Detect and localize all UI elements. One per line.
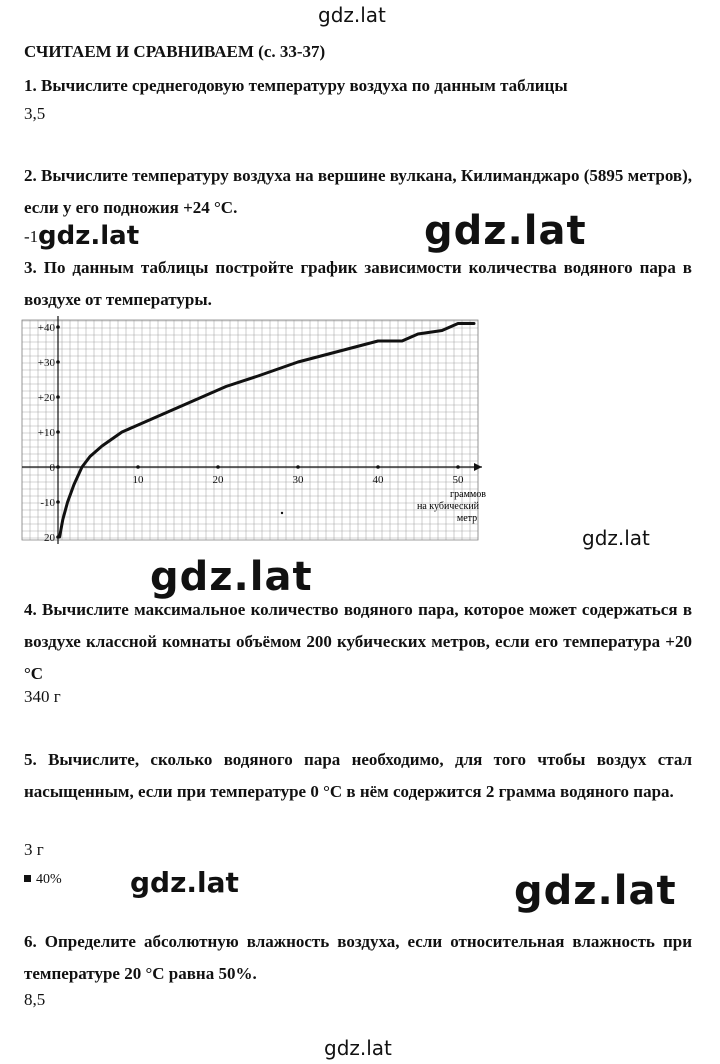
task-2-question: 2. Вычислите температуру воздуха на вершине вулкана, Килиманджаро (5895 метров), если у его подножия +24 °С. (24, 166, 692, 217)
watermark-side: gdz.lat (582, 526, 650, 550)
y-tick-label: -10 (40, 497, 55, 509)
x-tick-dot (376, 465, 380, 469)
watermark-inline-2: gdz.lat (130, 866, 239, 899)
x-axis-label-3: метр (456, 513, 478, 524)
x-tick-dot (456, 465, 460, 469)
grid-frame (22, 320, 478, 540)
y-tick-dot (56, 360, 60, 364)
bullet-square-icon (24, 875, 31, 882)
y-tick-dot (56, 500, 60, 504)
x-tick-label: 10 (132, 474, 144, 486)
y-tick-label: +20 (37, 392, 55, 404)
stray-dot (281, 512, 283, 514)
task-3-question: 3. По данным таблицы постройте график зависимости количества водяного пара в воздухе от температуры. (24, 258, 692, 309)
vapor-curve (60, 324, 474, 538)
vapor-chart (20, 312, 498, 548)
y-tick-dot (56, 325, 60, 329)
y-tick-dot (56, 465, 60, 469)
x-tick-dot (296, 465, 300, 469)
task-5-answer: 3 г (24, 840, 44, 859)
task-6-answer: 8,5 (24, 990, 46, 1009)
watermark-top: gdz.lat (318, 3, 386, 27)
y-tick-label: +30 (37, 357, 55, 369)
task-4-answer: 340 г (24, 687, 61, 706)
task-1-question: 1. Вычислите среднегодовую температуру воздуха по данным таблицы (24, 76, 568, 95)
task-2-answer: -1 (24, 227, 39, 246)
y-tick-label: 20 (44, 532, 55, 544)
task-5-extra (24, 872, 62, 888)
watermark-big-3: gdz.lat (514, 868, 677, 914)
y-tick-label: 0 (49, 462, 55, 474)
y-tick-label: +40 (37, 322, 55, 334)
x-tick-dot (136, 465, 140, 469)
task-5-question: 5. Вычислите, сколько водяного пара необходимо, для того чтобы воздух стал насыщенным, если при температуре 0 °С в нём содержится 2 грамма водяного пара. (24, 750, 692, 801)
x-axis-label-2: на кубический (416, 501, 480, 512)
x-tick-label: 20 (212, 474, 224, 486)
x-tick-label: 40 (372, 474, 384, 486)
y-tick-dot (56, 395, 60, 399)
x-tick-dot (216, 465, 220, 469)
y-tick-label: +10 (37, 427, 55, 439)
watermark-bottom: gdz.lat (324, 1036, 392, 1060)
page-heading: СЧИТАЕМ И СРАВНИВАЕМ (с. 33-37) (24, 42, 326, 61)
task-6-question: 6. Определите абсолютную влажность воздуха, если относительная влажность при температуре 20 °С равна 50%. (24, 932, 692, 983)
x-tick-label: 50 (452, 474, 464, 486)
watermark-big-1: gdz.lat (424, 208, 587, 254)
x-axis-label-1: граммов (450, 489, 486, 500)
watermark-inline-1: gdz.lat (38, 221, 140, 251)
task-5-extra-value: 40% (36, 872, 62, 887)
task-4-question: 4. Вычислите максимальное количество водяного пара, которое может содержаться в воздухе классной комнаты объёмом 200 кубических метров, если его температура +20 °С (24, 600, 692, 683)
task-1-answer: 3,5 (24, 104, 46, 123)
y-tick-dot (56, 430, 60, 434)
x-tick-label: 30 (292, 474, 304, 486)
watermark-big-2: gdz.lat (146, 554, 317, 600)
